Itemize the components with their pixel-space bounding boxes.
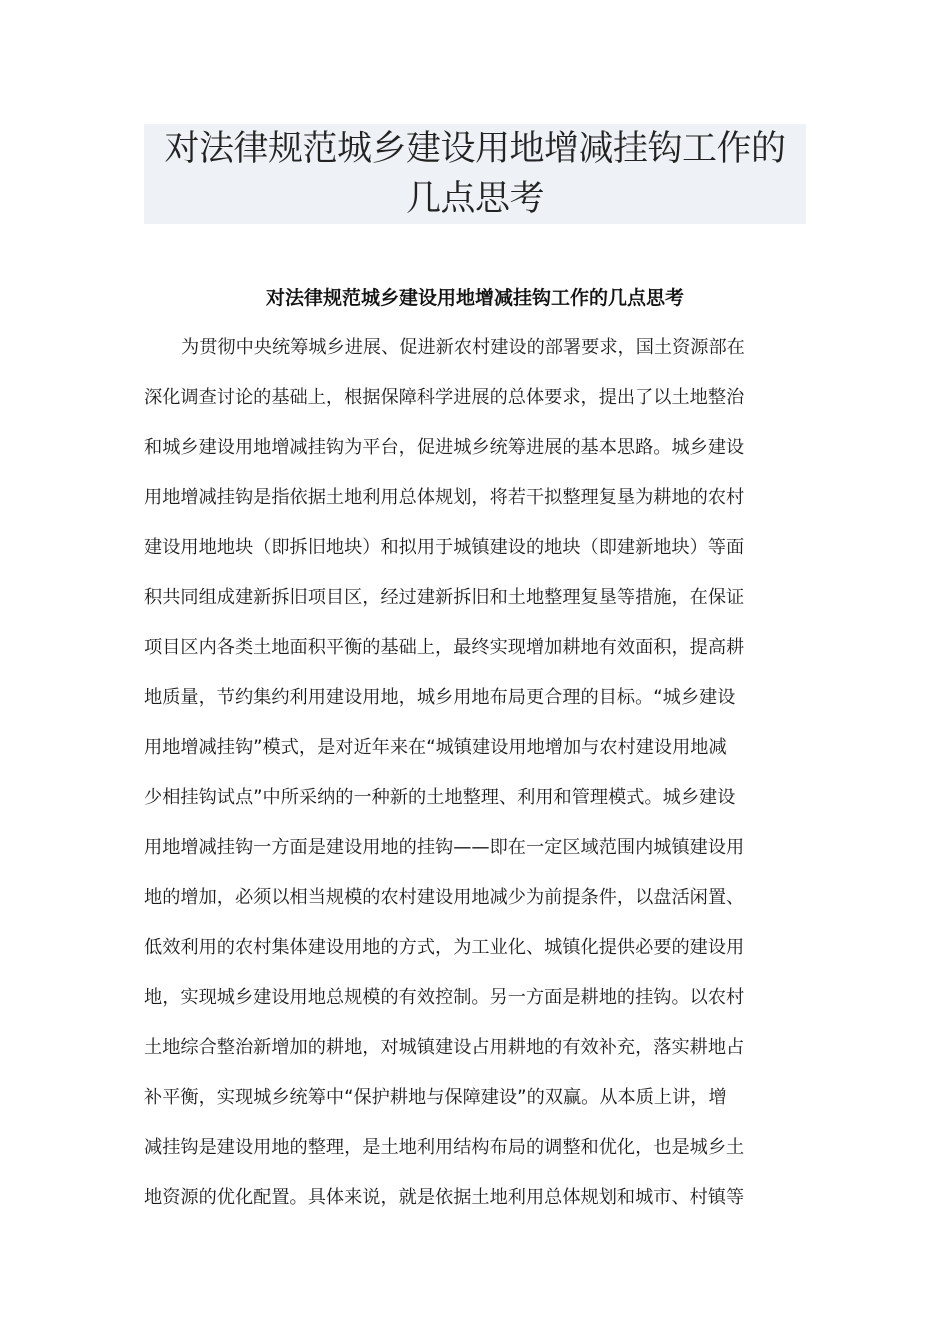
body-line: 地资源的优化配置。具体来说，就是依据土地利用总体规划和城市、村镇等 bbox=[144, 1187, 745, 1208]
body-line: 低效利用的农村集体建设用地的方式，为工业化、城镇化提供必要的建设用 bbox=[144, 937, 745, 958]
body-line: 减挂钩是建设用地的整理，是土地利用结构布局的调整和优化，也是城乡土 bbox=[144, 1137, 745, 1158]
body-line: 地，实现城乡建设用地总规模的有效控制。另一方面是耕地的挂钩。以农村 bbox=[144, 987, 745, 1008]
body-line: 补平衡，实现城乡统筹中“保护耕地与保障建设”的双赢。从本质上讲，增 bbox=[144, 1087, 727, 1108]
body-line: 地的增加，必须以相当规模的农村建设用地减少为前提条件，以盘活闲置、 bbox=[144, 887, 745, 908]
body-line: 土地综合整治新增加的耕地，对城镇建设占用耕地的有效补充，落实耕地占 bbox=[144, 1037, 745, 1058]
body-line: 深化调查讨论的基础上，根据保障科学进展的总体要求，提出了以土地整治 bbox=[144, 387, 745, 408]
title-banner bbox=[144, 124, 806, 224]
body-line: 为贯彻中央统筹城乡进展、促进新农村建设的部署要求，国土资源部在 bbox=[181, 337, 745, 358]
body-line: 建设用地地块（即拆旧地块）和拟用于城镇建设的地块（即建新地块）等面 bbox=[144, 537, 745, 558]
body-line: 地质量，节约集约利用建设用地，城乡用地布局更合理的目标。“城乡建设 bbox=[144, 687, 736, 708]
document-title: 对法律规范城乡建设用地增减挂钩工作的几点思考 bbox=[164, 129, 786, 219]
body-line: 项目区内各类土地面积平衡的基础上，最终实现增加耕地有效面积，提高耕 bbox=[144, 637, 745, 658]
document-heading: 对法律规范城乡建设用地增减挂钩工作的几点思考 bbox=[265, 287, 684, 309]
body-text bbox=[144, 333, 806, 1233]
body-line: 积共同组成建新拆旧项目区，经过建新拆旧和土地整理复垦等措施，在保证 bbox=[144, 587, 745, 608]
body-line: 和城乡建设用地增减挂钩为平台，促进城乡统筹进展的基本思路。城乡建设 bbox=[144, 437, 745, 458]
body-line: 少相挂钩试点”中所采纳的一种新的土地整理、利用和管理模式。城乡建设 bbox=[144, 787, 736, 808]
body-line: 用地增减挂钩”模式，是对近年来在“城镇建设用地增加与农村建设用地减 bbox=[144, 737, 727, 758]
body-line: 用地增减挂钩一方面是建设用地的挂钩——即在一定区域范围内城镇建设用 bbox=[144, 837, 745, 858]
body-line: 用地增减挂钩是指依据土地利用总体规划，将若干拟整理复垦为耕地的农村 bbox=[144, 487, 745, 508]
